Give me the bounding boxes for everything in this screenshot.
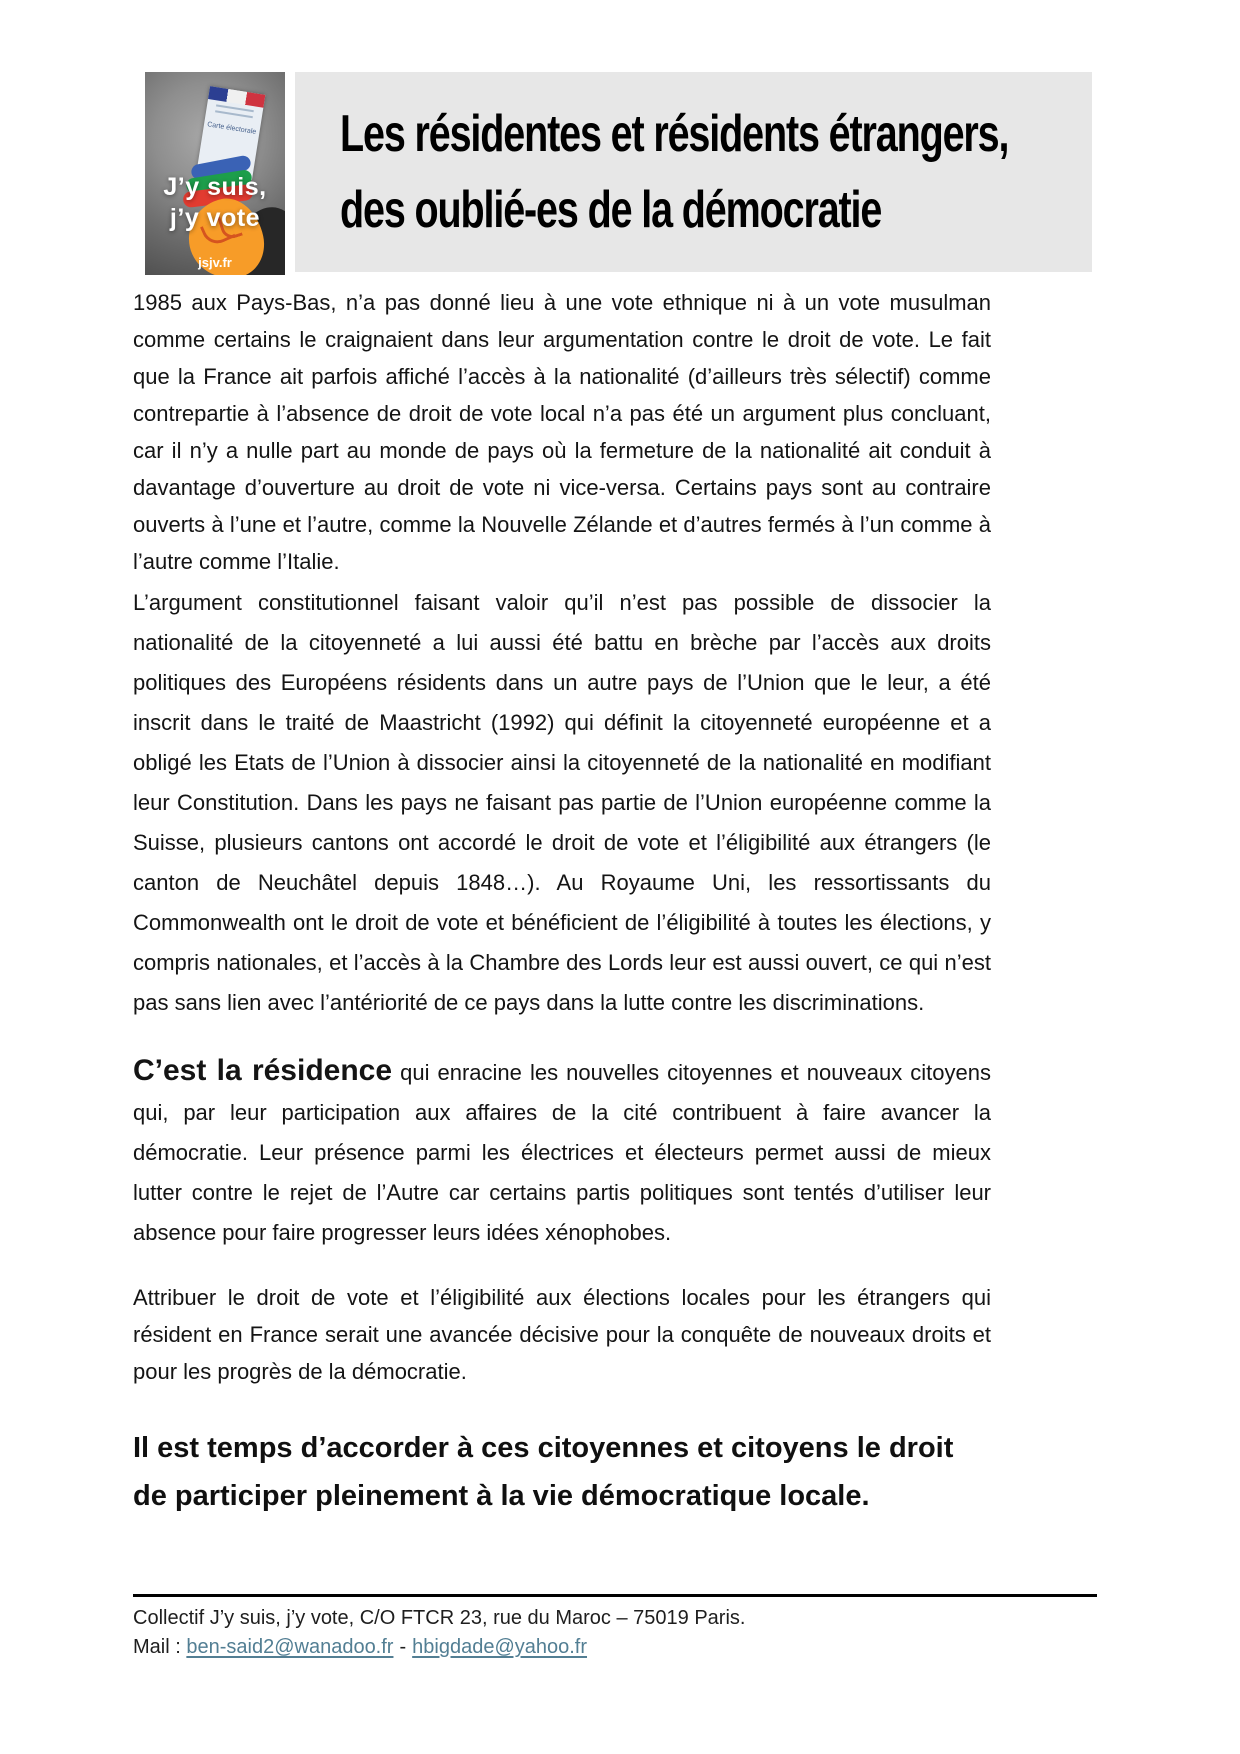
logo-site-url: jsjv.fr [198,255,232,270]
logo-caption-line1: J’y suis, [163,173,267,201]
footer-address: Collectif J’y suis, j’y vote, C/O FTCR 23, rue du Maroc – 75019 Paris. [133,1607,746,1629]
paragraph-lead-bold: C’est la résidence [133,1054,393,1087]
paragraph-lead-continuation: qui enracine les nouvelles citoyennes et nouveaux citoyens qui, par leur participation aux affaires de la cité contribuent à faire avancer la démocratie. Leur présence parmi les électrices et électeurs permet aussi de mieux lutter contre le rejet de l’Autre car certains partis politiques sont tentés d’utiliser leur absence pour faire progresser leurs idées xénophobes. [133,1060,991,1245]
paragraph-argument-constitutionnel: L’argument constitutionnel faisant valoir qu’il n’est pas possible de dissocier la nationalité de la citoyenneté a lui aussi été battu en brèche par l’accès aux droits politiques des Européens résidents dans un autre pays de l’Union que le leur, a été inscrit dans le traité de Maastricht (1992) qui définit la citoyenneté européenne et a obligé les Etats de l’Union à dissocier ainsi la citoyenneté de la nationalité en modifiant leur Constitution. Dans les pays ne faisant pas partie de l’Union européenne comme la Suisse, plusieurs cantons ont accordé le droit de vote et l’éligibilité aux étrangers (le canton de Neuchâtel depuis 1848…). Au Royaume Uni, les ressortissants du Commonwealth ont le droit de vote et bénéficient de l’éligibilité à toutes les élections, y compris nationales, et l’accès à la Chambre des Lords leur est aussi ouvert, ce qui n’est pas sans lien avec l’antériorité de ce pays dans la lutte contre les discriminations. [133,590,991,1015]
jsjv-logo [145,72,285,275]
card-fine-print-line [215,110,253,118]
mail-label: Mail : [133,1636,181,1658]
document-body [133,284,991,1549]
logo-caption-line2: j’y vote [169,204,261,232]
document-title-line2: des oublié-es de la démocratie [340,181,882,239]
ballot-card-label: Carte électorale [206,121,257,136]
logo-caption [145,172,285,234]
email-link-2[interactable]: hbigdade@yahoo.fr [412,1636,588,1658]
title-banner [295,72,1092,272]
document-title-line1: Les résidentes et résidents étrangers, [340,105,1009,163]
document-header [145,72,1092,275]
document-footer [133,1594,1097,1662]
footer-mail-line [133,1633,1097,1662]
paragraph-attribuer-droit-vote: Attribuer le droit de vote et l’éligibilité aux élections locales pour les étrangers qui résident en France serait une avancée décisive pour la conquête de nouveaux droits et pour les progrès de la démocratie. [133,1285,991,1384]
paragraph-vote-ethnique: 1985 aux Pays-Bas, n’a pas donné lieu à une vote ethnique ni à un vote musulman comme certains le craignaient dans leur argumentation contre le droit de vote. Le fait que la France ait parfois affiché l’accès à la nationalité (d’ailleurs très sélectif) comme contrepartie à l’absence de droit de vote local n’a pas été un argument plus concluant, car il n’y a nulle part au monde de pays où la fermeture de la nationalité ait conduit à davantage d’ouverture au droit de vote ni vice-versa. Certains pays sont au contraire ouverts à l’une et l’autre, comme la Nouvelle Zélande et d’autres fermés à l’un comme à l’autre comme l’Italie. [133,290,991,574]
closing-statement: Il est temps d’accorder à ces citoyennes et citoyens le droit de participer pleinement à la vie démocratique locale. [133,1432,954,1512]
email-separator: - [399,1636,407,1658]
email-link-1[interactable]: ben-said2@wanadoo.fr [186,1636,394,1658]
paragraph-cest-la-residence [133,1051,991,1253]
